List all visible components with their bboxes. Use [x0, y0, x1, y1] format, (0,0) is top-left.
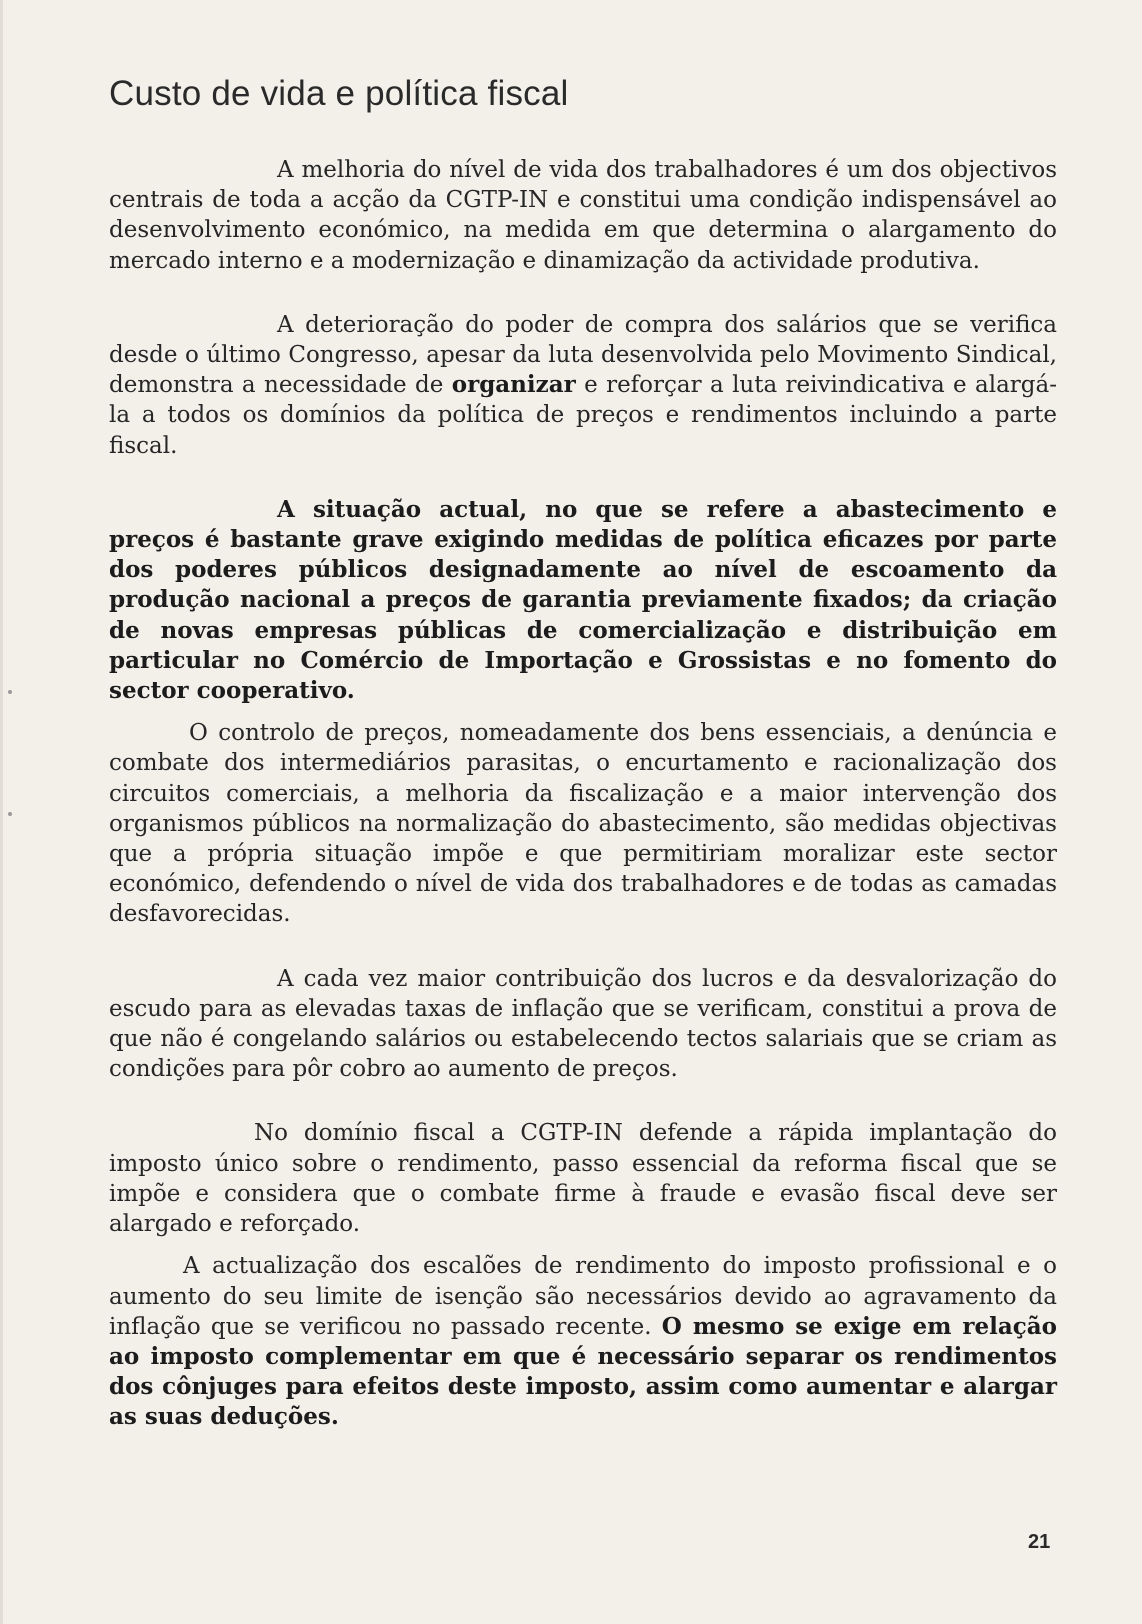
paragraph-inflation: A cada vez maior contribuição dos lucros e da desvalorização do escudo para as elevadas taxas de inflação que se verificam, constitui a prova de que não é congelando salários ou estabelecendo tectos salariais que se criam as condições para pôr cobro ao aumento de preços.: [109, 965, 1057, 1083]
paragraph-fiscal-domain: No domínio fiscal a CGTP-IN defende a rápida implantação do imposto único sobre o rendimento, passo essencial da reforma fiscal que se impõe e considera que o combate firme à fraude e evasão fiscal deve ser alargado e reforçado.: [109, 1120, 1057, 1238]
paragraph-text: A actualização dos escalões de rendimento do imposto profissional e o aumento do seu limite de isenção são necessários devido ao agravamento da inflação que se verificou no passado recente.: [109, 1253, 1057, 1340]
paragraph-living-standards: A melhoria do nível de vida dos trabalhadores é um dos objectivos centrais de toda a acção da CGTP-IN e constitui uma condição indispensável ao desenvolvimento económico, na medida em que determina o alargamento do mercado interno e a modernização e dinamização da actividade produtiva.: [109, 157, 1057, 274]
paragraph-text: A deterioração do poder de compra dos salários que se verifica desde o último Congresso, apesar da luta desenvolvida pelo Movimento Sindical, demonstra a necessidade de: [109, 311, 1057, 399]
emphasis-text: O mesmo se exige em relação ao imposto complementar em que é necessário separar os rendimentos dos cônjuges para efeitos deste imposto, assim como aumentar e alargar as suas deduções.: [109, 1312, 1057, 1431]
margin-dot: [8, 690, 12, 694]
document-body: [109, 155, 1057, 1433]
margin-dot: [8, 812, 12, 816]
paragraph-purchasing-power: [109, 310, 1057, 461]
paragraph-price-control: O controlo de preços, nomeadamente dos bens essenciais, a denúncia e combate dos intermediários parasitas, o encurtamento e racionalização dos circuitos comerciais, a melhoria da fiscalização e a maior intervenção dos organismos públicos na normalização do abastecimento, são medidas objectivas que a própria situação impõe e que permitiriam moralizar este sector económico, defendendo o nível de vida dos trabalhadores e de todas as camadas desfavorecidas.: [109, 720, 1057, 928]
paragraph-tax-brackets: [109, 1251, 1057, 1432]
paragraph-text: e reforçar a luta reivindicativa e alargá-la a todos os domínios da política de preços e rendimentos incluindo a parte fiscal.: [109, 372, 1057, 459]
emphasis-text: organizar: [451, 371, 576, 399]
section-heading: Custo de vida e política fiscal: [109, 74, 569, 113]
paragraph-supply-situation: A situação actual, no que se refere a abastecimento e preços é bastante grave exigindo medidas de política eficazes por parte dos poderes públicos designadamente ao nível de escoamento da produção nacional a preços de garantia previamente fixados; da criação de novas empresas públicas de comercialização e distribuição em particular no Comércio de Importação e Grossistas e no fomento do sector cooperativo.: [109, 495, 1057, 705]
page-number: 21: [1028, 1531, 1051, 1553]
